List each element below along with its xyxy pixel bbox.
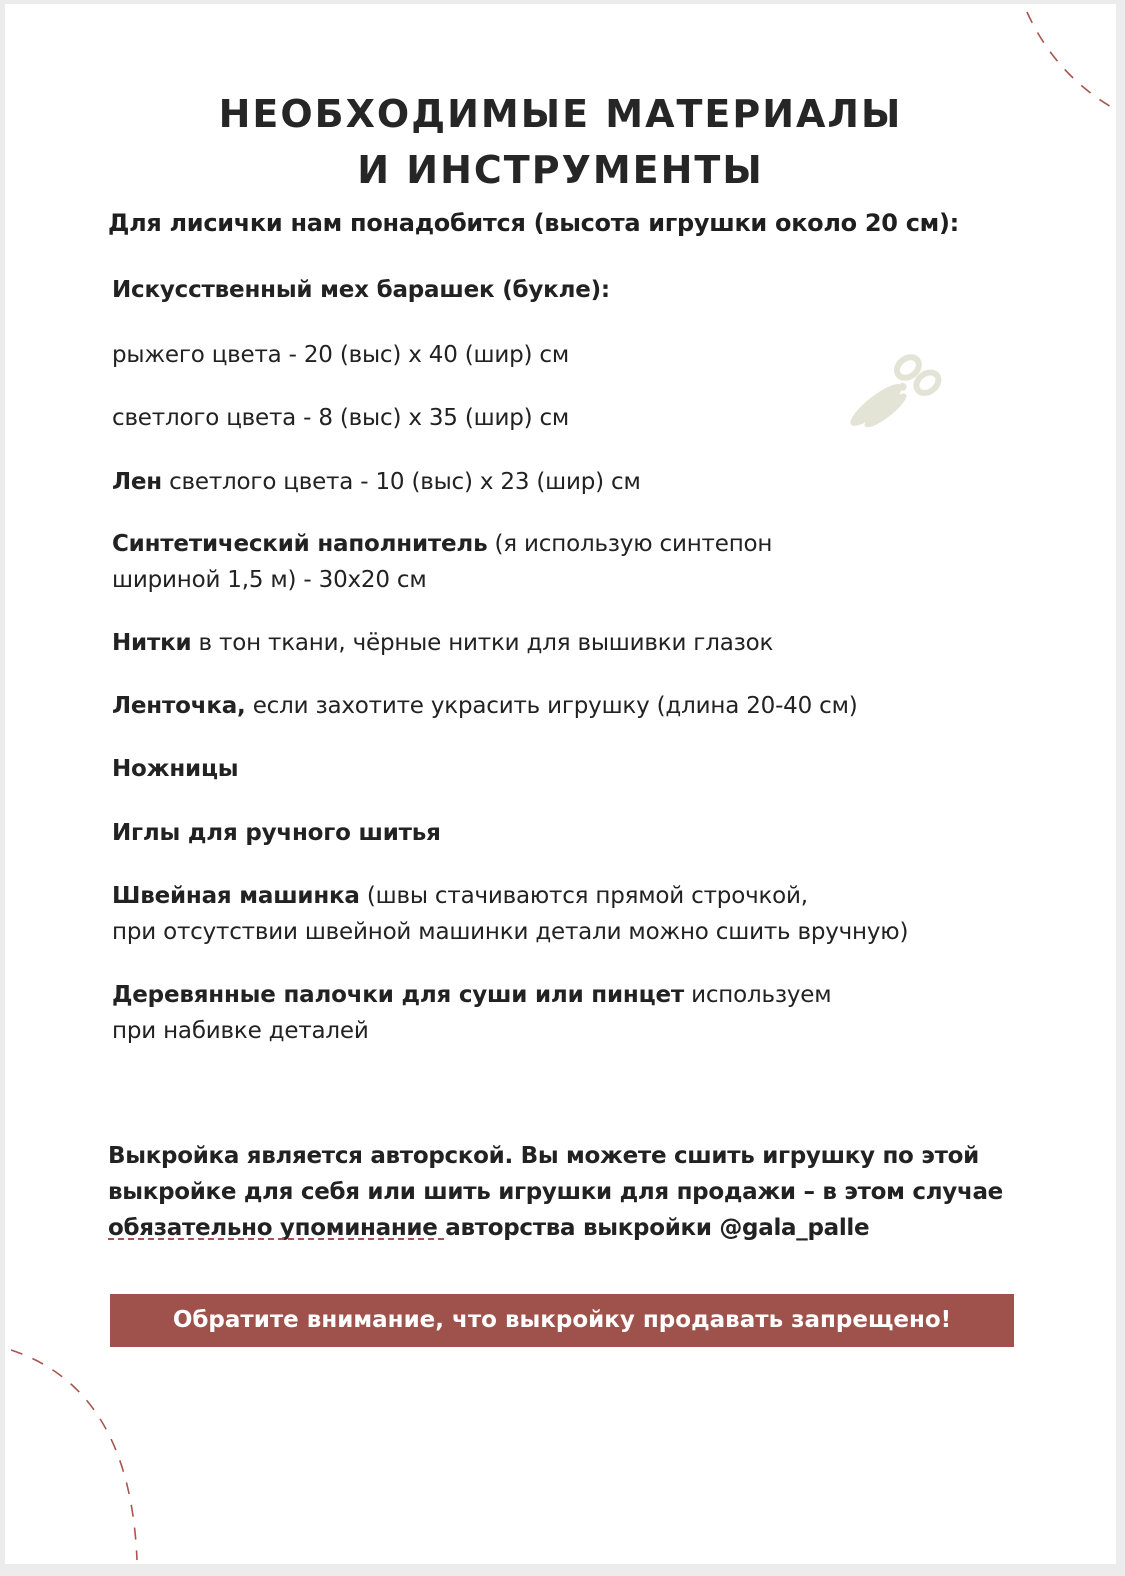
- list-item-fur-light: светлого цвета - 8 (выс) х 35 (шир) см: [112, 405, 570, 431]
- title-line-2: И ИНСТРУМЕНТЫ: [357, 148, 764, 192]
- copyright-note: [108, 1138, 1003, 1246]
- page-title: [5, 86, 1116, 198]
- bottom-left-dashed-arc: [11, 1350, 137, 1560]
- list-item-filler: [112, 526, 772, 598]
- list-item-needles: [112, 815, 441, 851]
- filler-label: Синтетический наполнитель: [112, 531, 488, 557]
- list-item-scissors: [112, 751, 238, 787]
- list-item-sticks: [112, 977, 831, 1049]
- ribbon-detail: если захотите украсить игрушку (длина 20-40 см): [245, 693, 858, 719]
- note-line-2: выкройке для себя или шить игрушки для продажи – в этом случае: [108, 1179, 1003, 1205]
- list-item-fur-orange: рыжего цвета - 20 (выс) х 40 (шир) см: [112, 342, 570, 368]
- machine-detail-line2: при отсутствии швейной машинки детали можно сшить вручную): [112, 919, 909, 945]
- filler-detail-line2: шириной 1,5 м) - 30х20 см: [112, 567, 427, 593]
- sticks-detail: используем: [683, 982, 832, 1008]
- list-item-threads: [112, 625, 773, 661]
- title-line-1: НЕОБХОДИМЫЕ МАТЕРИАЛЫ: [218, 92, 903, 136]
- scissors-label: Ножницы: [112, 756, 239, 782]
- list-item-fur-header: [112, 272, 610, 308]
- sticks-detail-line2: при набивке деталей: [112, 1018, 369, 1044]
- machine-label: Швейная машинка: [112, 883, 360, 909]
- warning-banner: Обратите внимание, что выкройку продавать запрещено!: [110, 1294, 1014, 1347]
- subtitle: Для лисички нам понадобится (высота игрушки около 20 см):: [108, 209, 959, 237]
- needles-label: Иглы для ручного шитья: [112, 820, 441, 846]
- note-line-3: обязательно упоминание авторства выкройки @gala_palle: [108, 1215, 870, 1241]
- linen-label: Лен: [112, 469, 162, 495]
- sticks-label: Деревянные палочки для суши или пинцет: [112, 982, 684, 1008]
- threads-label: Нитки: [112, 630, 192, 656]
- linen-detail: светлого цвета - 10 (выс) х 23 (шир) см: [162, 469, 641, 495]
- fur-header-text: Искусственный мех барашек (букле):: [112, 277, 610, 303]
- machine-detail: (швы стачиваются прямой строчкой,: [359, 883, 808, 909]
- list-item-ribbon: [112, 688, 858, 724]
- filler-detail: (я использую синтепон: [487, 531, 773, 557]
- dashed-underline: [108, 1238, 444, 1240]
- document-page: [5, 4, 1116, 1564]
- list-item-sewing-machine: [112, 878, 908, 950]
- scissors-icon: [839, 349, 942, 442]
- ribbon-label: Ленточка,: [112, 693, 246, 719]
- note-line-1: Выкройка является авторской. Вы можете сшить игрушку по этой: [108, 1143, 979, 1169]
- list-item-linen: [112, 464, 641, 500]
- threads-detail: в тон ткани, чёрные нитки для вышивки глазок: [191, 630, 774, 656]
